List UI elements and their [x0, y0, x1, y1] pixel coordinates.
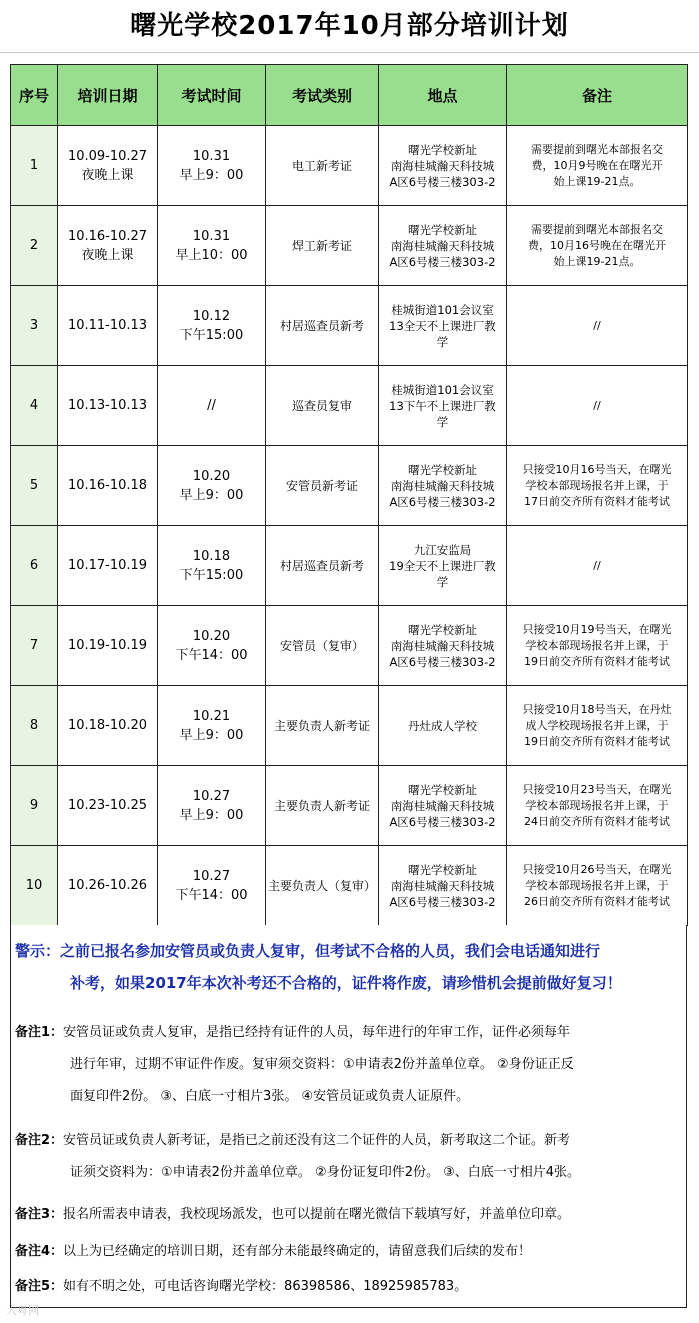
cell-exam-time: 10.31 早上10：00: [158, 206, 266, 286]
cell-training-date: 10.18-10.20: [58, 686, 158, 766]
cell-location: 桂城街道101会议室 13全天不上课进厂教 学: [379, 286, 507, 366]
cell-no: 8: [11, 686, 58, 766]
cell-no: 5: [11, 446, 58, 526]
cell-exam-category: 安管员新考证: [266, 446, 379, 526]
table-row: [11, 766, 688, 846]
cell-remark: //: [507, 526, 688, 606]
cell-no: 7: [11, 606, 58, 686]
note-4-line-1: 以上为已经确定的培训日期，还有部分未能最终确定的，请留意我们后续的发布！: [63, 1244, 532, 1259]
cell-exam-category: 主要负责人新考证: [266, 686, 379, 766]
cell-remark: 只接受10月18号当天，在丹灶 成人学校现场报名并上课，于 19日前交齐所有资料才能考试: [507, 686, 688, 766]
header-training-date: 培训日期: [58, 65, 158, 126]
table-row: [11, 286, 688, 366]
table-row: [11, 606, 688, 686]
cell-exam-category: 焊工新考证: [266, 206, 379, 286]
cell-location: 曙光学校新址 南海桂城瀚天科技城 A区6号楼三楼303-2: [379, 206, 507, 286]
note-1-line-3: 面复印件2份。 ③、白底一寸相片3张。 ④安管员证或负责人证原件。: [70, 1089, 470, 1104]
cell-exam-time: 10.27 下午14：00: [158, 846, 266, 926]
note-1-line-2: 进行年审，过期不审证件作废。复审须交资料：①申请表2份并盖单位章。 ②身份证正反: [70, 1057, 574, 1072]
note-5: [15, 1271, 683, 1303]
watermark-text: 大粤网: [6, 1304, 39, 1317]
warning-notice: [15, 935, 683, 999]
cell-no: 9: [11, 766, 58, 846]
table-row: [11, 366, 688, 446]
cell-training-date: 10.13-10.13: [58, 366, 158, 446]
cell-location: 曙光学校新址 南海桂城瀚天科技城 A区6号楼三楼303-2: [379, 606, 507, 686]
cell-no: 1: [11, 126, 58, 206]
cell-exam-time: 10.31 早上9：00: [158, 126, 266, 206]
table-row: [11, 446, 688, 526]
table-header-row: [11, 65, 688, 126]
cell-location: 丹灶成人学校: [379, 686, 507, 766]
cell-exam-time: 10.18 下午15:00: [158, 526, 266, 606]
cell-remark: 只接受10月26号当天，在曙光 学校本部现场报名并上课，于 26日前交齐所有资料才能考试: [507, 846, 688, 926]
warning-line-1: 警示：之前已报名参加安管员或负责人复审，但考试不合格的人员，我们会电话通知进行: [15, 942, 601, 960]
cell-no: 2: [11, 206, 58, 286]
cell-training-date: 10.17-10.19: [58, 526, 158, 606]
cell-location: 曙光学校新址 南海桂城瀚天科技城 A区6号楼三楼303-2: [379, 446, 507, 526]
table-row: [11, 126, 688, 206]
cell-location: 曙光学校新址 南海桂城瀚天科技城 A区6号楼三楼303-2: [379, 126, 507, 206]
notes-section: [10, 925, 687, 1308]
header-exam-time: 考试时间: [158, 65, 266, 126]
cell-exam-category: 巡查员复审: [266, 366, 379, 446]
cell-exam-time: 10.12 下午15:00: [158, 286, 266, 366]
cell-training-date: 10.16-10.18: [58, 446, 158, 526]
cell-exam-category: 电工新考证: [266, 126, 379, 206]
cell-no: 3: [11, 286, 58, 366]
cell-training-date: 10.09-10.27 夜晚上课: [58, 126, 158, 206]
note-2-line-1: 安管员证或负责人新考证，是指已之前还没有这二个证件的人员，新考取这二个证。新考: [63, 1133, 571, 1148]
cell-location: 曙光学校新址 南海桂城瀚天科技城 A区6号楼三楼303-2: [379, 766, 507, 846]
cell-exam-category: 安管员（复审）: [266, 606, 379, 686]
cell-no: 4: [11, 366, 58, 446]
note-1: [15, 1017, 683, 1113]
cell-remark: 需要提前到曙光本部报名交 费，10月16号晚在在曙光开 始上课19-21点。: [507, 206, 688, 286]
header-location: 地点: [379, 65, 507, 126]
table-row: [11, 526, 688, 606]
note-1-label: 备注1：: [15, 1025, 64, 1040]
table-row: [11, 846, 688, 926]
cell-training-date: 10.19-10.19: [58, 606, 158, 686]
cell-training-date: 10.23-10.25: [58, 766, 158, 846]
cell-training-date: 10.11-10.13: [58, 286, 158, 366]
note-5-line-1: 如有不明之处，可电话咨询曙光学校：86398586、18925985783。: [63, 1279, 468, 1294]
cell-location: 桂城街道101会议室 13下午不上课进厂教 学: [379, 366, 507, 446]
table-row: [11, 686, 688, 766]
note-2-label: 备注2：: [15, 1133, 64, 1148]
cell-exam-time: 10.20 早上9：00: [158, 446, 266, 526]
cell-exam-time: 10.20 下午14：00: [158, 606, 266, 686]
table-row: [11, 206, 688, 286]
cell-exam-category: 村居巡查员新考: [266, 526, 379, 606]
cell-exam-time: 10.27 早上9：00: [158, 766, 266, 846]
header-no: 序号: [11, 65, 58, 126]
training-plan-table: [10, 64, 688, 926]
cell-remark: 只接受10月23号当天，在曙光 学校本部现场报名并上课，于 24日前交齐所有资料才能考试: [507, 766, 688, 846]
cell-location: 九江安监局 19全天不上课进厂教 学: [379, 526, 507, 606]
note-3-line-1: 报名所需表申请表，我校现场派发，也可以提前在曙光微信下载填写好，并盖单位印章。: [63, 1207, 571, 1222]
page-title: 曙光学校2017年10月部分培训计划: [0, 0, 699, 53]
cell-remark: //: [507, 286, 688, 366]
note-3: [15, 1199, 683, 1231]
cell-exam-time: 10.21 早上9：00: [158, 686, 266, 766]
cell-exam-category: 村居巡查员新考: [266, 286, 379, 366]
cell-training-date: 10.26-10.26: [58, 846, 158, 926]
note-5-label: 备注5：: [15, 1279, 64, 1294]
note-1-line-1: 安管员证或负责人复审，是指已经持有证件的人员，每年进行的年审工作，证件必须每年: [63, 1025, 571, 1040]
cell-no: 6: [11, 526, 58, 606]
cell-exam-category: 主要负责人新考证: [266, 766, 379, 846]
cell-location: 曙光学校新址 南海桂城瀚天科技城 A区6号楼三楼303-2: [379, 846, 507, 926]
note-4-label: 备注4：: [15, 1244, 64, 1259]
note-4: [15, 1236, 683, 1268]
header-exam-category: 考试类别: [266, 65, 379, 126]
cell-exam-category: 主要负责人（复审）: [266, 846, 379, 926]
cell-remark: 需要提前到曙光本部报名交 费，10月9号晚在在曙光开 始上课19-21点。: [507, 126, 688, 206]
note-3-label: 备注3：: [15, 1207, 64, 1222]
cell-training-date: 10.16-10.27 夜晚上课: [58, 206, 158, 286]
header-remark: 备注: [507, 65, 688, 126]
cell-exam-time: //: [158, 366, 266, 446]
cell-remark: 只接受10月16号当天，在曙光 学校本部现场报名并上课，于 17日前交齐所有资料才能考试: [507, 446, 688, 526]
note-2-line-2: 证须交资料为：①申请表2份并盖单位章。 ②身份证复印件2份。 ③、白底一寸相片4张。: [70, 1165, 581, 1180]
note-2: [15, 1125, 683, 1189]
warning-line-2: 补考，如果2017年本次补考还不合格的，证件将作废，请珍惜机会提前做好复习！: [70, 974, 622, 992]
cell-remark: 只接受10月19号当天，在曙光 学校本部现场报名并上课，于 19日前交齐所有资料才能考试: [507, 606, 688, 686]
cell-no: 10: [11, 846, 58, 926]
cell-remark: //: [507, 366, 688, 446]
